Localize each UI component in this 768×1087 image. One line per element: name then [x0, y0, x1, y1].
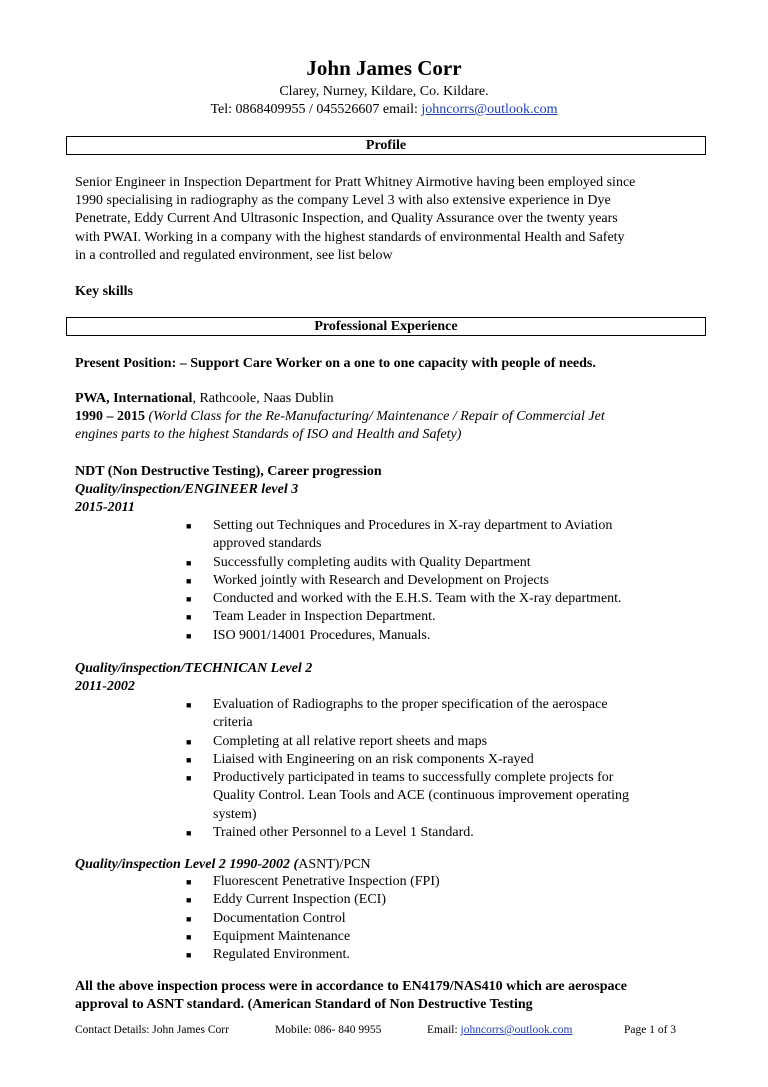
- bullet-square-icon: ■: [186, 895, 192, 906]
- profile-line: Penetrate, Eddy Current And Ultrasonic Inspection, and Quality Assurance over the twenty years: [75, 211, 618, 227]
- role3-title-tail: ASNT)/PCN: [298, 857, 371, 872]
- list-item: ■ Regulated Environment.: [186, 946, 706, 964]
- role1-bullets: [186, 517, 706, 645]
- footer-email-link[interactable]: johncorrs@outlook.com: [460, 1024, 573, 1036]
- employer-description: (World Class for the Re-Manufacturing/ Maintenance / Repair of Commercial Jet: [145, 409, 605, 425]
- role2-title: Quality/inspection/TECHNICAN Level 2: [75, 661, 313, 676]
- bullet-square-icon: ■: [186, 828, 192, 839]
- bullet-square-icon: ■: [186, 754, 192, 765]
- closing-line: All the above inspection process were in accordance to EN4179/NAS410 which are aerospace: [75, 979, 627, 994]
- list-item: ■ Worked jointly with Research and Development on Projects: [186, 572, 706, 590]
- role1-header: [75, 463, 705, 518]
- ndt-heading: NDT (Non Destructive Testing), Career progression: [75, 464, 382, 479]
- closing-statement: [75, 978, 705, 1014]
- contact-line: [0, 102, 768, 118]
- bullet-square-icon: ■: [186, 913, 192, 924]
- bullet-square-icon: ■: [186, 773, 192, 784]
- list-item: ■ Eddy Current Inspection (ECI): [186, 891, 706, 909]
- bullet-square-icon: ■: [186, 575, 192, 586]
- profile-line: with PWAI. Working in a company with the highest standards of environmental Health and Safety: [75, 229, 625, 245]
- bullet-square-icon: ■: [186, 630, 192, 641]
- bullet-square-icon: ■: [186, 877, 192, 887]
- role2-bullets: [186, 696, 706, 842]
- bullet-square-icon: ■: [186, 950, 192, 961]
- footer-mobile: Mobile: 086- 840 9955: [275, 1024, 382, 1036]
- employer-name: PWA, International: [75, 391, 193, 406]
- role1-years: 2015-2011: [75, 500, 135, 516]
- list-item: ■ Successfully completing audits with Quality Department: [186, 554, 706, 572]
- profile-line: in a controlled and regulated environment, see list below: [75, 247, 393, 263]
- bullet-square-icon: ■: [186, 612, 192, 623]
- role3-bullets: [186, 873, 706, 964]
- footer-email: [427, 1024, 572, 1036]
- role1-title: Quality/inspection/ENGINEER level 3: [75, 482, 299, 498]
- profile-section-title: Profile: [66, 136, 706, 155]
- list-item: ■ ISO 9001/14001 Procedures, Manuals.: [186, 627, 706, 645]
- list-item: ■ Setting out Techniques and Procedures in X-ray department to Aviation approved standards: [186, 517, 706, 554]
- list-item: ■ Productively participated in teams to successfully complete projects for Quality Control. Lean Tools and ACE (continuous improvement operating system): [186, 769, 706, 824]
- key-skills-heading: Key skills: [75, 284, 133, 299]
- profile-line: 1990 specialising in radiography as the company Level 3 with also extensive experience in Dye: [75, 193, 611, 209]
- present-position-text: – Support Care Worker on a one to one capacity with people of needs.: [179, 356, 596, 371]
- candidate-name: John James Corr: [306, 56, 462, 80]
- list-item: ■ Trained other Personnel to a Level 1 Standard.: [186, 824, 706, 842]
- list-item: ■ Conducted and worked with the E.H.S. Team with the X-ray department.: [186, 590, 706, 608]
- footer-email-label: Email:: [427, 1024, 461, 1036]
- present-position-label: Present Position:: [75, 356, 180, 371]
- closing-line: approval to ASNT standard. (American Standard of Non Destructive Testing: [75, 997, 533, 1013]
- list-item: ■ Equipment Maintenance: [186, 928, 706, 946]
- bullet-square-icon: ■: [186, 521, 192, 531]
- list-item: ■ Documentation Control: [186, 910, 706, 928]
- bullet-square-icon: ■: [186, 931, 192, 942]
- phone-text: Tel: 0868409955 / 045526607 email:: [210, 102, 422, 117]
- address-line: Clarey, Nurney, Kildare, Co. Kildare.: [279, 84, 489, 99]
- bullet-square-icon: ■: [186, 736, 192, 747]
- list-item: ■ Completing at all relative report sheets and maps: [186, 733, 706, 751]
- profile-paragraph: [75, 174, 705, 265]
- experience-section-title: Professional Experience: [66, 317, 706, 336]
- header-email-link[interactable]: johncorrs@outlook.com: [421, 102, 558, 117]
- present-position: [75, 355, 705, 373]
- bullet-square-icon: ■: [186, 700, 192, 710]
- employer-years: 1990 – 2015: [75, 409, 145, 425]
- bullet-square-icon: ■: [186, 557, 192, 568]
- employer-location: , Rathcoole, Naas Dublin: [192, 391, 334, 406]
- role2-header: [75, 660, 705, 696]
- list-item: ■ Fluorescent Penetrative Inspection (FPI): [186, 873, 706, 891]
- profile-line: Senior Engineer in Inspection Department for Pratt Whitney Airmotive having been employed since: [75, 175, 636, 190]
- footer-contact: Contact Details: John James Corr: [75, 1024, 229, 1036]
- footer-page-number: Page 1 of 3: [624, 1024, 677, 1036]
- employer-block: [75, 390, 705, 445]
- role3-title: Quality/inspection Level 2 1990-2002 (: [75, 857, 299, 872]
- list-item: ■ Evaluation of Radiographs to the proper specification of the aerospace criteria: [186, 696, 706, 733]
- role2-years: 2011-2002: [75, 679, 135, 695]
- list-item: ■ Liaised with Engineering on an risk components X-rayed: [186, 751, 706, 769]
- list-item: ■ Team Leader in Inspection Department.: [186, 608, 706, 626]
- role3-header: [75, 856, 705, 874]
- employer-description-cont: engines parts to the highest Standards of ISO and Health and Safety): [75, 427, 462, 443]
- bullet-square-icon: ■: [186, 594, 192, 605]
